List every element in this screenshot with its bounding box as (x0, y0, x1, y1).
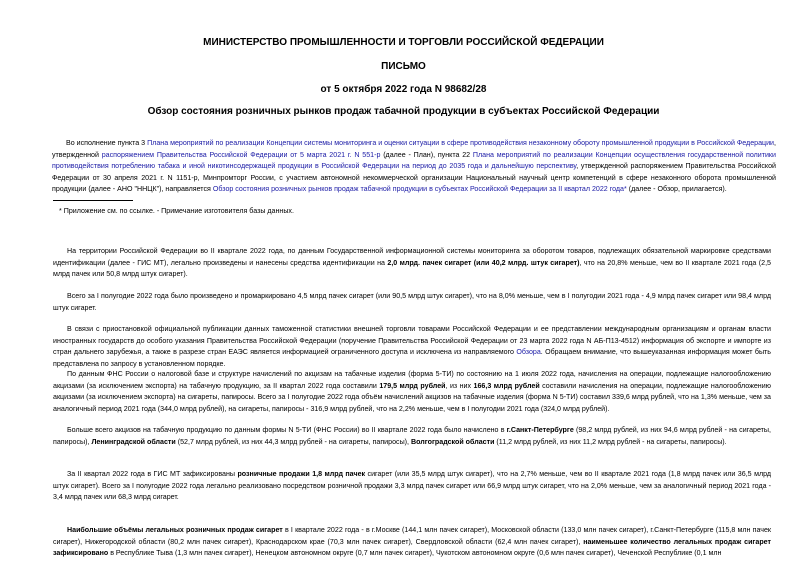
intro-text: (далее - План), пункта 22 (380, 150, 473, 159)
text-run: в Республике Тыва (1,3 млн пачек сигарет), Ненецком автономном округе (0,7 млн пачек сигарет), Чукотском автономном округе (0,6 млн пачек сигарет), Чеченской Республике (0,1 млн (108, 549, 722, 557)
text-run: Больше всего акцизов на табачную продукцию по данным формы N 5-ТИ (ФНС России) во II квартале 2022 года было начислено в (67, 426, 507, 434)
paragraph-excise (53, 369, 771, 415)
bold-run: 2,0 млрд. пачек сигарет (или 40,2 млрд. штук сигарет) (387, 258, 580, 267)
intro-text: , утвержденной (52, 139, 777, 159)
text-run: (98,2 млрд рублей, из них 94,6 млрд рублей - на сигареты, папиросы), (53, 426, 772, 446)
bold-run: наименьшее количество легальных продаж сигарет зафиксировано (53, 537, 771, 557)
intro-paragraph (52, 138, 776, 196)
text-run: Всего за I полугодие 2022 года было произведено и промаркировано 4,5 млрд пачек сигарет (или 90,5 млрд штук сигарет), что на 8,0% меньше, чем в I полугодии 2021 года - 4,9 млрд пачек сигарет или 98,4 млрд штук сигарет. (53, 292, 771, 312)
link-review-short[interactable]: Обзора (516, 348, 541, 356)
bold-run: Волгоградской области (410, 437, 495, 446)
paragraph-retail (53, 469, 771, 504)
text-run: По данным ФНС России о налоговой базе и структуре начислений по акцизам на табачные изделия (форма 5-ТИ) по состоянию на 1 июля 2022 года, начисления на операции, подлежащие налогообложению акцизами (за исключением экспорта) на табачную продукцию, за II квартал 2022 года составили (53, 370, 771, 390)
text-run: , что на 20,8% меньше, чем во II квартале 2021 года (2,5 млрд пачек или 50,8 млрд штук сигарет). (53, 258, 772, 278)
bold-run: Ленинградской области (91, 437, 176, 446)
intro-text: Во исполнение пункта 3 (66, 139, 148, 147)
intro-text: , утвержденной распоряжением Правительства Российской Федерации от 30 апреля 2021 г. N 1151-р, Минпромторг России, с участием автономной некоммерческой организации Национальный научный центр компетенций в сфере незаконного оборота промышленной продукции (далее - АНО "ННЦК"), направляется (52, 162, 777, 193)
text-run: (11,2 млрд рублей, из них 11,2 млрд рублей - на сигареты, папиросы). (494, 437, 727, 446)
text-run: За II квартал 2022 года в ГИС МТ зафиксированы (67, 470, 238, 478)
doc-date-number: от 5 октября 2022 года N 98682/28 (320, 84, 487, 95)
ministry-title: МИНИСТЕРСТВО ПРОМЫШЛЕННОСТИ И ТОРГОВЛИ РОССИЙСКОЙ ФЕДЕРАЦИИ (203, 37, 604, 48)
intro-text: (далее - Обзор, прилагается). (626, 185, 727, 193)
text-run: в I квартале 2022 года - в г.Москве (144,1 млн пачек сигарет), Московской области (133,0 млн пачек сигарет), г.Санкт-Петербурге (115,8 млн пачек сигарет), Нижегородской области (80,2 млн пачек сигарет), Краснодарском крае (70,3 млн пачек сигарет), Свердловской области (62,4 млн пачек сигарет), (53, 526, 771, 546)
footnote-divider (53, 200, 133, 201)
text-run: В связи с приостановкой официальной публикации данных таможенной статистики внешней торговли товарами Российской Федерации и ее представлении международным организациям и органам власти иностранных государств до особого указания Правительства Российской Федерации (поручение Правительства Российской Федерации от 23 марта 2022 года N АБ-П13-4512) информация об экспорте и импорте из стран дальнего зарубежья, а также в разрезе стран ЕАЭС является информацией ограниченного доступа и исключена из направляемого (53, 325, 771, 356)
doc-subject: Обзор состояния розничных рынков продаж табачной продукции в субъектах Российской Федерации (147, 106, 660, 117)
paragraph-customs (53, 324, 771, 370)
text-run: , из них (445, 381, 474, 390)
bold-run: розничные продажи 1,8 млрд пачек (237, 470, 366, 478)
link-order-551r[interactable]: распоряжением Правительства Российской Федерации от 5 марта 2021 г. N 551-р (101, 150, 381, 159)
link-plan-tobacco[interactable]: Плана мероприятий по реализации Концепции осуществления государственной политики противодействия потреблению табака и иной никотинсодержащей продукции в Российской Федерации на период до 2035 года и дальнейшую перспективу (52, 150, 776, 170)
text-run: (52,7 млрд рублей, из них 44,3 млрд рублей - на сигареты, папиросы), (175, 437, 411, 446)
link-plan-concept[interactable]: Плана мероприятий по реализации Концепции системы мониторинга и оценки ситуации в сфере противодействия незаконному обороту промышленной продукции в Российской Федерации (147, 139, 775, 147)
doc-type: ПИСЬМО (381, 61, 426, 72)
paragraph-regions-excise (53, 425, 771, 448)
text-run: сигарет (или 35,5 млрд штук сигарет), что на 2,7% меньше, чем во II квартале 2021 года (1,8 млрд пачек или 36,5 млрд штук сигарет). Всего за I полугодие 2022 года легально реализовано посредством розничной продажи 3,3 млрд пачек сигарет или 66,9 млрд штук сигарет, что на 2,0% меньше, чем за аналогичный период 2021 года - 3,4 млрд пачек или 68,3 млрд сигарет. (53, 470, 772, 501)
text-run: . Обращаем внимание, что вышеуказанная информация может быть представлена по запросу в установленном порядке. (53, 348, 771, 368)
paragraph-production (53, 246, 771, 281)
text-run: На территории Российской Федерации во II квартале 2022 года, по данным Государственной информационной системы мониторинга за оборотом товаров, подлежащих обязательной маркировке средствами идентификации (далее - ГИС МТ), легально произведены и нанесены средства идентификации на (53, 247, 771, 267)
bold-run: Наибольшие объёмы легальных розничных продаж сигарет (67, 526, 283, 534)
bold-run: 179,5 млрд рублей (379, 381, 446, 390)
footnote: * Приложение см. по ссылке. - Примечание изготовителя базы данных. (59, 207, 294, 215)
paragraph-largest-sales (53, 525, 771, 560)
bold-run: г.Санкт-Петербурге (506, 426, 574, 434)
link-review[interactable]: Обзор состояния розничных рынков продаж табачной продукции в субъектах Российской Федерации за II квартал 2022 года* (212, 185, 627, 193)
bold-run: 166,3 млрд рублей (473, 381, 540, 390)
text-run: составили начисления на операции, подлежащие налогообложению акцизами (за исключением экспорта) на сигареты, папиросы. Всего за I полугодие 2022 года объём начислений акцизов на табачные изделия (форма N 5-ТИ) составил 339,6 млрд рублей, что на 1,3% меньше, чем за аналогичный период 2021 года (344,0 млрд рублей), на сигареты, папиросы - 316,9 млрд рублей, что на 2,2% меньше, чем в I полугодии 2021 года (324,0 млрд рублей). (53, 381, 771, 413)
paragraph-half-year (53, 291, 771, 314)
